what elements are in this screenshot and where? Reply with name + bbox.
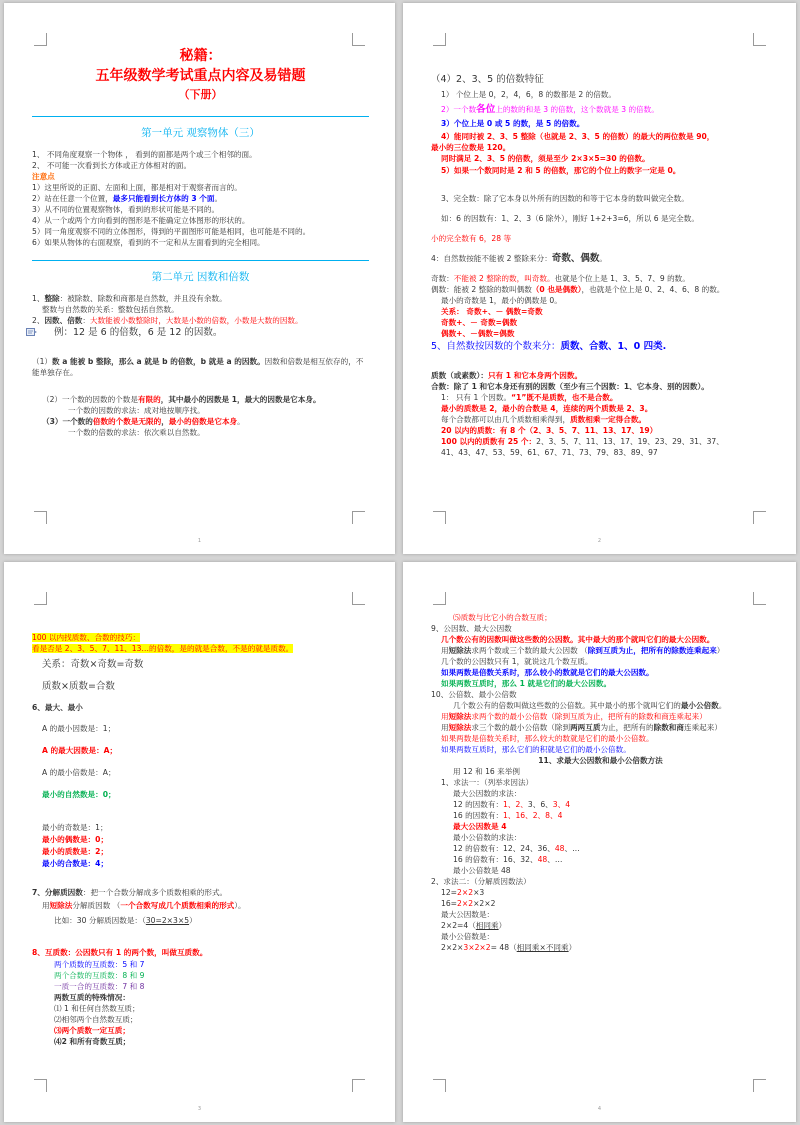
text-line: 41、43、47、53、59、61、67、71、73、79、83、89、97 xyxy=(441,448,658,457)
crop-mark xyxy=(433,33,446,46)
text-line: 最小的奇数是：1； xyxy=(42,823,108,832)
page-3-content xyxy=(32,632,369,1047)
text-line: 最小公倍数是： xyxy=(441,932,495,941)
text-line: 偶数：能被 2 整除的数叫偶数（0 也是偶数），也就是个位上是 0、2、4、6、8 的数。 xyxy=(431,285,725,294)
doc-title-line-2: 五年级数学考试重点内容及易错题 xyxy=(95,68,306,84)
text-line: 两个质数的互质数：5 和 7 xyxy=(54,960,145,969)
page-1-content xyxy=(32,47,369,438)
text-line: 1、整除：被除数、除数和商都是自然数，并且没有余数。 xyxy=(32,294,227,303)
document-page-1 xyxy=(4,3,395,554)
text-line: 12=2×2×3 xyxy=(441,888,485,897)
section-heading: 10、公倍数、最小公倍数 xyxy=(431,690,517,699)
text-line: 一质一合的互质数：7 和 8 xyxy=(54,982,145,991)
text-line: 用短除法分解质因数 （一个合数写成几个质数相乘的形式）。 xyxy=(42,901,246,910)
crop-mark xyxy=(34,33,47,46)
text-line: 一个数的因数的求法：成对地按顺序找。 xyxy=(68,406,205,415)
text-line: 比如：30 分解质因数是：（30=2×3×5） xyxy=(54,916,197,925)
crop-mark xyxy=(34,1079,47,1092)
text-line: 几个数的公因数只有 1，就说这几个数互质。 xyxy=(441,657,593,666)
text-line: 如：6 的因数有：1、2、3（6 除外），刚好 1+2+3=6，所以 6 是完全数。 xyxy=(441,214,699,223)
text-line: ⑷2 和所有奇数互质； xyxy=(54,1037,131,1046)
page-4-content xyxy=(431,612,770,953)
text-line: 奇数+、－ 奇数=偶数 xyxy=(441,318,518,327)
crop-mark xyxy=(753,511,766,524)
crop-mark xyxy=(433,511,446,524)
doc-title-line-3: （下册） xyxy=(178,88,223,101)
text-line: 同时满足 2、3、5 的倍数，须是至少 2×3×5=30 的倍数。 xyxy=(441,154,650,163)
text-line: 最小的自然数是：0； xyxy=(42,790,116,799)
text-line: A 的最小倍数是：A； xyxy=(42,768,116,777)
text-line: 最小的质数是 2，最小的合数是 4，连续的两个质数是 2、3。 xyxy=(441,404,653,413)
section-heading: 11、求最大公因数和最小公倍数方法 xyxy=(538,756,663,765)
text-line: 如果两数互质时，那么 1 就是它们的最大公因数。 xyxy=(441,679,612,688)
text-line: 用短除法求两个数或三个数的最大公因数 （除到互质为止，把所有的除数连乘起来） xyxy=(441,646,725,655)
text-line: A 的最大因数是：A； xyxy=(42,746,118,755)
page-number: 2 xyxy=(597,538,602,544)
text-line: 8、互质数：公因数只有 1 的两个数，叫做互质数。 xyxy=(32,948,208,957)
text-line: 1： 只有 1 个因数。“1”既不是质数，也不是合数。 xyxy=(441,393,618,402)
text-line: 质数（或素数）：只有 1 和它本身两个因数。 xyxy=(431,371,583,380)
text-line: 2、 不可能一次看到长方体或正方体相对的面。 xyxy=(32,161,192,170)
crop-mark xyxy=(352,1079,365,1092)
text-line: 2）站在任意一个位置，最多只能看到长方体的 3 个面。 xyxy=(32,194,223,203)
text-line: 16=2×2×2×2 xyxy=(441,899,496,908)
text-line: 合数：除了 1 和它本身还有别的因数（至少有三个因数：1、它本身、别的因数）。 xyxy=(431,382,709,391)
text-line: 例：12 是 6 的倍数，6 是 12 的因数。 xyxy=(54,327,223,338)
unit-1-heading: 第一单元 观察物体（三） xyxy=(32,116,369,141)
text-line: 整数与自然数的关系：整数包括自然数。 xyxy=(42,305,179,314)
text-line: 如果两数是倍数关系时，那么较小的数就是它们的最大公因数。 xyxy=(441,668,654,677)
text-line: 每个合数都可以由几个质数相乘得到，质数相乘一定得合数。 xyxy=(441,415,647,424)
page-number: 1 xyxy=(197,538,202,544)
text-line: 最小公倍数的求法： xyxy=(453,833,522,842)
crop-mark xyxy=(753,592,766,605)
text-line: 两数互质的特殊情况： xyxy=(54,993,130,1002)
text-line: ⑴ 1 和任何自然数互质； xyxy=(54,1004,140,1013)
text-line: 3、完全数：除了它本身以外所有的因数的和等于它本身的数叫做完全数。 xyxy=(441,194,689,203)
text-line: 1、求法一：（列举求因法） xyxy=(441,778,534,787)
text-line: 4）能同时被 2、3、5 整除（也就是 2、3、5 的倍数）的最大的两位数是 90， xyxy=(441,132,715,141)
page-number: 4 xyxy=(597,1106,602,1112)
crop-mark xyxy=(34,592,47,605)
text-line: 16 的倍数有：16、32、48、… xyxy=(453,855,563,864)
text-line: 几个数公有的倍数叫做这些数的公倍数。其中最小的那个就叫它们的最小公倍数。 xyxy=(453,701,727,710)
text-line: 4）从一个或两个方向看到的图形是不能确定立体图形的形状的。 xyxy=(32,216,250,225)
crop-mark xyxy=(753,1079,766,1092)
crop-mark xyxy=(433,592,446,605)
page-number: 3 xyxy=(197,1106,202,1112)
page-2-content xyxy=(431,73,770,458)
text-line: 关系： 奇数+、－ 偶数=奇数 xyxy=(441,307,543,316)
text-line: 用短除法求三个数的最小公倍数（除到两两互质为止，把所有的除数和商连乘起来） xyxy=(441,723,722,732)
crop-mark xyxy=(352,511,365,524)
text-line: 2×2×3×2×2= 48（相同乘×不同乘） xyxy=(441,943,577,952)
text-line: 最小的质数是：2； xyxy=(42,847,109,856)
text-line: 小的完全数有 6，28 等 xyxy=(431,234,512,243)
text-line: 5、自然数按因数的个数来分：质数、合数、1、0 四类. xyxy=(431,341,667,352)
text-line: 12 的倍数有：12、24、36、48、… xyxy=(453,844,580,853)
section-heading: （4）2、3、5 的倍数特征 xyxy=(431,74,544,85)
text-line: 1）这里所说的正面、左面和上面，都是相对于观察者而言的。 xyxy=(32,183,242,192)
document-page-2 xyxy=(403,3,796,554)
section-heading: 6、最大、最小 xyxy=(32,703,83,712)
crop-mark xyxy=(34,511,47,524)
doc-title-line-1: 秘籍： xyxy=(179,48,222,64)
text-line: （3）一个数的倍数的个数是无限的，最小的倍数是它本身。 xyxy=(42,417,245,426)
text-line: 16 的因数有：1、16、2、8、4 xyxy=(453,811,563,820)
crop-mark xyxy=(352,33,365,46)
text-line: 偶数+、－偶数=偶数 xyxy=(441,329,515,338)
text-line: 7、分解质因数：把一个合数分解成多个质数相乘的形式。 xyxy=(32,888,228,897)
text-line: 3）从不同的位置观察物体，看到的形状可能是不同的。 xyxy=(32,205,220,214)
text-line: 6）如果从物体的右面观察，看到的不一定和从左面看到的完全相同。 xyxy=(32,238,265,247)
text-line: 100 以内的质数有 25 个：2、3、5、7、11、13、17、19、23、29、31、37、 xyxy=(441,437,724,446)
text-line: （1）数 a 能被 b 整除，那么 a 就是 b 的倍数，b 就是 a 的因数。因数和倍数是相互依存的，不能单独存在。 xyxy=(32,357,364,377)
text-line: 最小公倍数是 48 xyxy=(453,866,511,875)
text-line: 2×2=4（相同乘） xyxy=(441,921,507,930)
text-line: 质数×质数=合数 xyxy=(42,681,115,692)
crop-mark xyxy=(433,1079,446,1092)
text-line: 最小的合数是：4； xyxy=(42,859,109,868)
text-line: 如果两数互质时，那么它们的积就是它们的最小公倍数。 xyxy=(441,745,631,754)
text-line: 2、求法二：（分解质因数法） xyxy=(431,877,531,886)
text-line: 1、 不同角度观察一个物体 ， 看到的面都是两个或三个相邻的面。 xyxy=(32,150,257,159)
text-line: ⑸质数与比它小的合数互质； xyxy=(453,613,552,622)
text-line: 2、因数、倍数：大数能被小数整除时，大数是小数的倍数，小数是大数的因数。 xyxy=(32,316,303,325)
text-line: 一个数的倍数的求法：依次乘以自然数。 xyxy=(68,428,205,437)
highlight-line: 看是否是 2、3、5、7、11、13…的倍数，是的就是合数，不是的就是质数。 xyxy=(32,644,294,653)
text-line: 2）一个数各位上的数的和是 3 的倍数，这个数就是 3 的倍数。 xyxy=(441,104,659,115)
note-label: 注意点 xyxy=(32,172,55,181)
text-line: 最大公因数是 4 xyxy=(453,822,507,831)
text-line: 20 以内的质数：有 8 个（2、3、5、7、11、13、17、19） xyxy=(441,426,658,435)
text-line: A 的最小因数是：1； xyxy=(42,724,116,733)
text-line: 用 12 和 16 来举例 xyxy=(453,767,520,776)
text-line: 5）同一角度观察不同的立体图形，得到的平面图形可能是相同，也可能是不同的。 xyxy=(32,227,311,236)
text-line: 奇数：不能被 2 整除的数，叫奇数。也就是个位上是 1、3、5、7、9 的数。 xyxy=(431,274,690,283)
text-line: 最大公因数是： xyxy=(441,910,495,919)
text-line: ⑶两个质数一定互质； xyxy=(54,1026,130,1035)
text-line: 5）如果一个数同时是 2 和 5 的倍数，那它的个位上的数字一定是 0。 xyxy=(441,166,681,175)
text-line: 最小的三位数是 120。 xyxy=(431,143,511,152)
text-line: 3）个位上是 0 或 5 的数，是 5 的倍数。 xyxy=(441,119,585,128)
document-page-4 xyxy=(403,562,796,1122)
text-line: ⑵相邻两个自然数互质； xyxy=(54,1015,138,1024)
text-line: 如果两数是倍数关系时，那么较大的数就是它们的最小公倍数。 xyxy=(441,734,654,743)
unit-2-heading: 第二单元 因数和倍数 xyxy=(32,260,369,285)
text-line: 最大公因数的求法： xyxy=(453,789,522,798)
text-line: 关系：奇数×奇数=奇数 xyxy=(42,659,144,670)
text-line: 用短除法求两个数的最小公倍数（除到互质为止，把所有的除数和商连乘起来） xyxy=(441,712,707,721)
text-line: 12 的因数有：1、2、3、6、3、4 xyxy=(453,800,571,809)
text-line: 几个数公有的因数叫做这些数的公因数。其中最大的那个就叫它们的最大公因数。 xyxy=(441,635,715,644)
text-line: 1） 个位上是 0，2，4，6，8 的数都是 2 的倍数。 xyxy=(441,90,616,99)
section-heading: 9、公因数、最大公因数 xyxy=(431,624,512,633)
text-line: 最小的奇数是 1，最小的偶数是 0。 xyxy=(441,296,562,305)
text-line: （2）一个数的因数的个数是有限的，其中最小的因数是 1，最大的因数是它本身。 xyxy=(42,395,321,404)
text-line: 最小的偶数是：0； xyxy=(42,835,109,844)
text-line: 两个合数的互质数：8 和 9 xyxy=(54,971,145,980)
highlight-line: 100 以内找质数、合数的技巧： xyxy=(32,633,141,642)
document-page-3 xyxy=(4,562,395,1122)
crop-mark xyxy=(352,592,365,605)
text-line: 4：自然数按能不能被 2 整除来分：奇数、偶数。 xyxy=(431,253,607,264)
crop-mark xyxy=(753,33,766,46)
